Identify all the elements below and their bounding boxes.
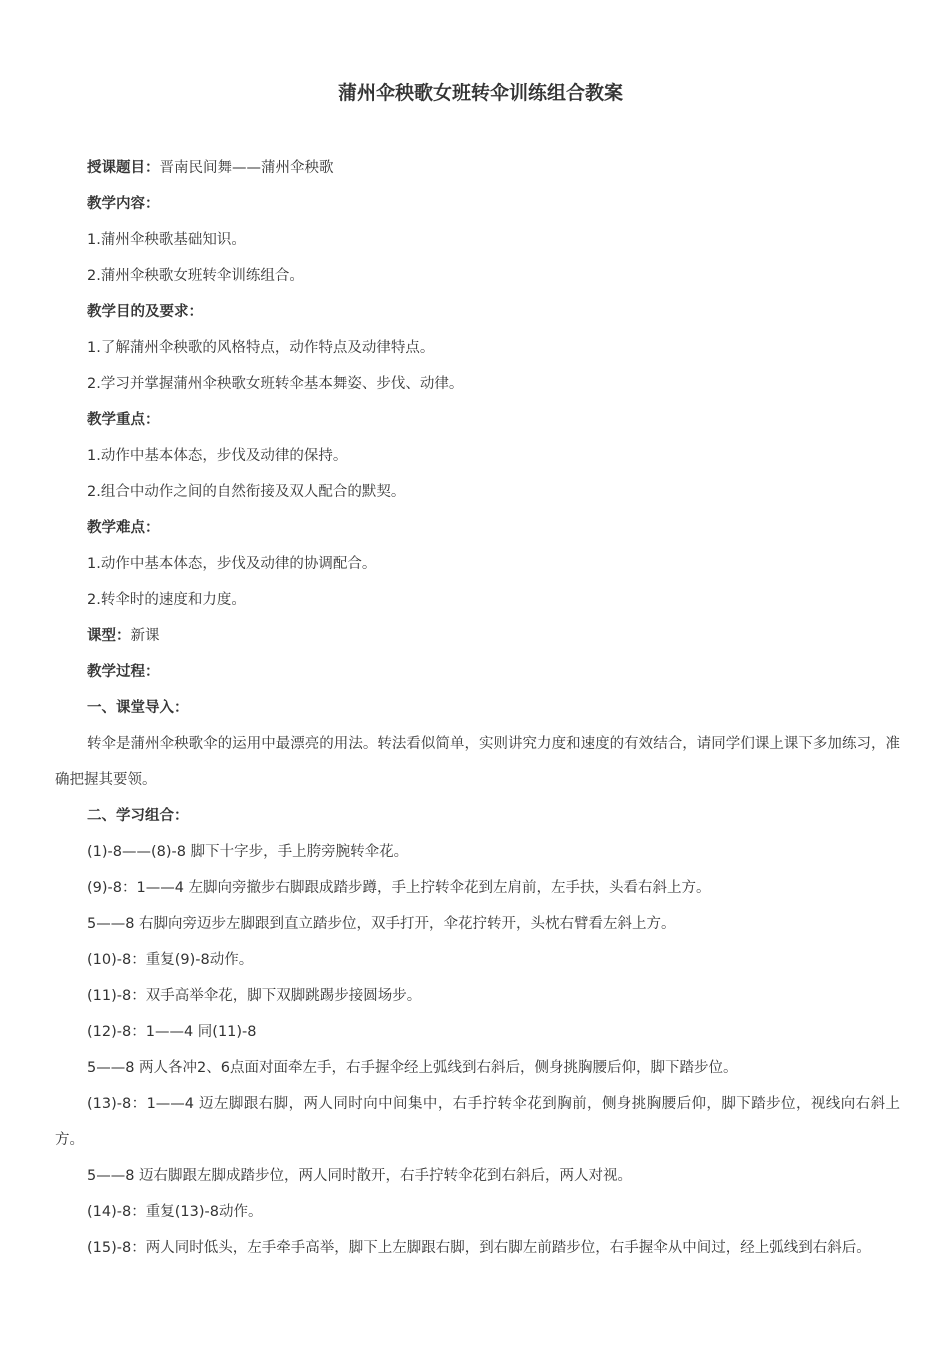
content-item: 1.蒲州伞秧歌基础知识。 [87, 232, 246, 248]
document-title: 蒲州伞秧歌女班转伞训练组合教案 [337, 82, 623, 104]
goals-item: 1.了解蒲州伞秧歌的风格特点，动作特点及动律特点。 [87, 340, 435, 356]
content-item: 2.蒲州伞秧歌女班转伞训练组合。 [87, 268, 304, 284]
key-points-item: 1.动作中基本体态，步伐及动律的保持。 [87, 448, 348, 464]
document-body [55, 150, 900, 1266]
difficulties-item: 1.动作中基本体态，步伐及动律的协调配合。 [87, 556, 377, 572]
step-item: 5——8 两人各冲2、6点面对面牵左手，右手握伞经上弧线到右斜后，侧身挑胸腰后仰，脚下踏步位。 [87, 1060, 738, 1076]
topic-value: 晋南民间舞——蒲州伞秧歌 [159, 160, 334, 176]
process-heading: 教学过程： [87, 664, 160, 680]
topic-label: 授课题目： [87, 160, 160, 176]
lesson-type-value: 新课 [130, 628, 160, 644]
difficulties-heading: 教学难点： [87, 520, 160, 536]
step-item: (13)-8：1——4 迈左脚跟右脚，两人同时向中间集中，右手拧转伞花到胸前，侧身挑胸腰后仰，脚下踏步位，视线向右斜上方。 [55, 1096, 900, 1148]
section1-heading: 一、课堂导入： [87, 700, 189, 716]
step-item: (10)-8：重复(9)-8动作。 [87, 952, 254, 968]
key-points-heading: 教学重点： [87, 412, 160, 428]
key-points-item: 2.组合中动作之间的自然衔接及双人配合的默契。 [87, 484, 406, 500]
topic-line [55, 150, 900, 186]
step-item: (11)-8：双手高举伞花，脚下双脚跳踢步接圆场步。 [87, 988, 422, 1004]
step-item: (9)-8：1——4 左脚向旁撤步右脚跟成踏步蹲，手上拧转伞花到左肩前，左手扶，头看右斜上方。 [87, 880, 711, 896]
difficulties-item: 2.转伞时的速度和力度。 [87, 592, 246, 608]
step-item: (12)-8：1——4 同(11)-8 [87, 1024, 257, 1040]
content-heading: 教学内容： [87, 196, 160, 212]
section2-heading: 二、学习组合： [87, 808, 189, 824]
step-item: (14)-8：重复(13)-8动作。 [87, 1204, 263, 1220]
lesson-type-label: 课型： [87, 628, 131, 644]
goals-item: 2.学习并掌握蒲州伞秧歌女班转伞基本舞姿、步伐、动律。 [87, 376, 464, 392]
step-item: 5——8 迈右脚跟左脚成踏步位，两人同时散开，右手拧转伞花到右斜后，两人对视。 [87, 1168, 633, 1184]
lesson-type-line [55, 618, 900, 654]
step-item: 5——8 右脚向旁迈步左脚跟到直立踏步位，双手打开，伞花拧转开，头枕右臂看左斜上方。 [87, 916, 676, 932]
section1-text: 转伞是蒲州伞秧歌伞的运用中最漂亮的用法。转法看似简单，实则讲究力度和速度的有效结合，请同学们课上课下多加练习，准确把握其要领。 [55, 736, 900, 788]
goals-heading: 教学目的及要求： [87, 304, 203, 320]
step-item: (15)-8：两人同时低头，左手牵手高举，脚下上左脚跟右脚，到右脚左前踏步位，右手握伞从中间过，经上弧线到右斜后。 [87, 1240, 871, 1256]
step-item: (1)-8——(8)-8 脚下十字步，手上胯旁腕转伞花。 [87, 844, 409, 860]
